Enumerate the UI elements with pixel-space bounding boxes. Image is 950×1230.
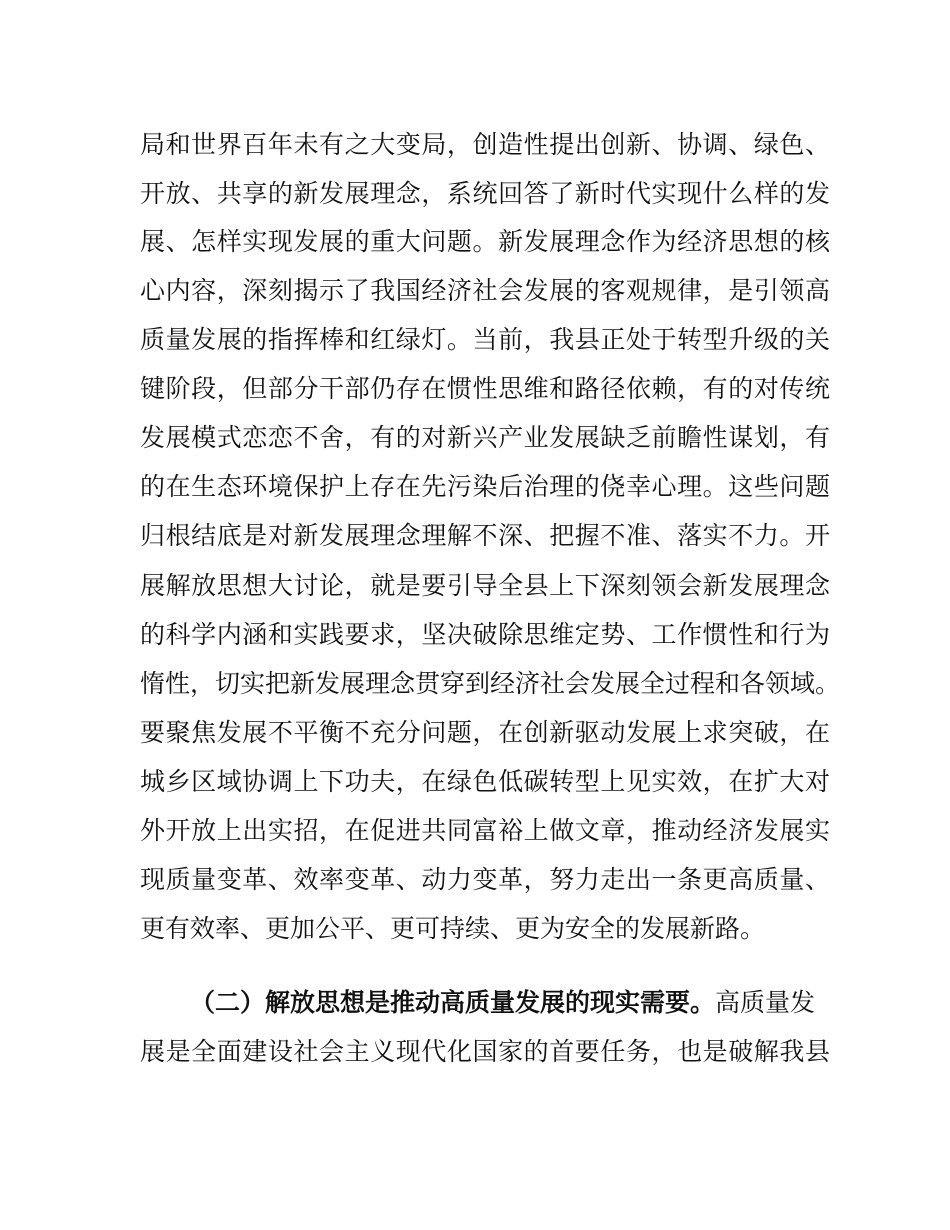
paragraph-line: 城乡区域协调上下功夫，在绿色低碳转型上见实效，在扩大对 (140, 767, 830, 796)
paragraph-line: 惰性，切实把新发展理念贯穿到经济社会发展全过程和各领域。 (140, 669, 841, 698)
section-heading-line (190, 983, 830, 1023)
paragraph-line: 要聚焦发展不平衡不充分问题，在创新驱动发展上求突破，在 (140, 718, 830, 747)
paragraph-text: 高质量发 (715, 988, 816, 1017)
paragraph-line: 展是全面建设社会主义现代化国家的首要任务，也是破解我县 (140, 1037, 830, 1066)
paragraph-line: 展、怎样实现发展的重大问题。新发展理念作为经济思想的核 (140, 227, 830, 256)
paragraph-line: 局和世界百年未有之大变局，创造性提出创新、协调、绿色、 (140, 130, 830, 159)
paragraph-line: 的科学内涵和实践要求，坚决破除思维定势、工作惯性和行为 (140, 620, 830, 649)
paragraph-line: 心内容，深刻揭示了我国经济社会发展的客观规律，是引领高 (140, 276, 830, 305)
paragraph-line: 现质量变革、效率变革、动力变革，努力走出一条更高质量、 (140, 865, 830, 894)
paragraph-line: 展解放思想大讨论，就是要引导全县上下深刻领会新发展理念 (140, 571, 830, 600)
paragraph-line: 质量发展的指挥棒和红绿灯。当前，我县正处于转型升级的关 (140, 325, 830, 354)
paragraph-line: 开放、共享的新发展理念，系统回答了新时代实现什么样的发 (140, 179, 830, 208)
paragraph-line: 的在生态环境保护上存在先污染后治理的侥幸心理。这些问题 (140, 472, 830, 501)
paragraph-line: 键阶段，但部分干部仍存在惯性思维和路径依赖，有的对传统 (140, 374, 830, 403)
section-heading: （二）解放思想是推动高质量发展的现实需要。 (190, 988, 716, 1017)
paragraph-line: 外开放上出实招，在促进共同富裕上做文章，推动经济发展实 (140, 816, 830, 845)
paragraph-line: 发展模式恋恋不舍，有的对新兴产业发展缺乏前瞻性谋划，有 (140, 423, 830, 452)
paragraph-line: 归根结底是对新发展理念理解不深、把握不准、落实不力。开 (140, 521, 830, 550)
paragraph-last-line: 更有效率、更加公平、更可持续、更为安全的发展新路。 (140, 914, 766, 943)
